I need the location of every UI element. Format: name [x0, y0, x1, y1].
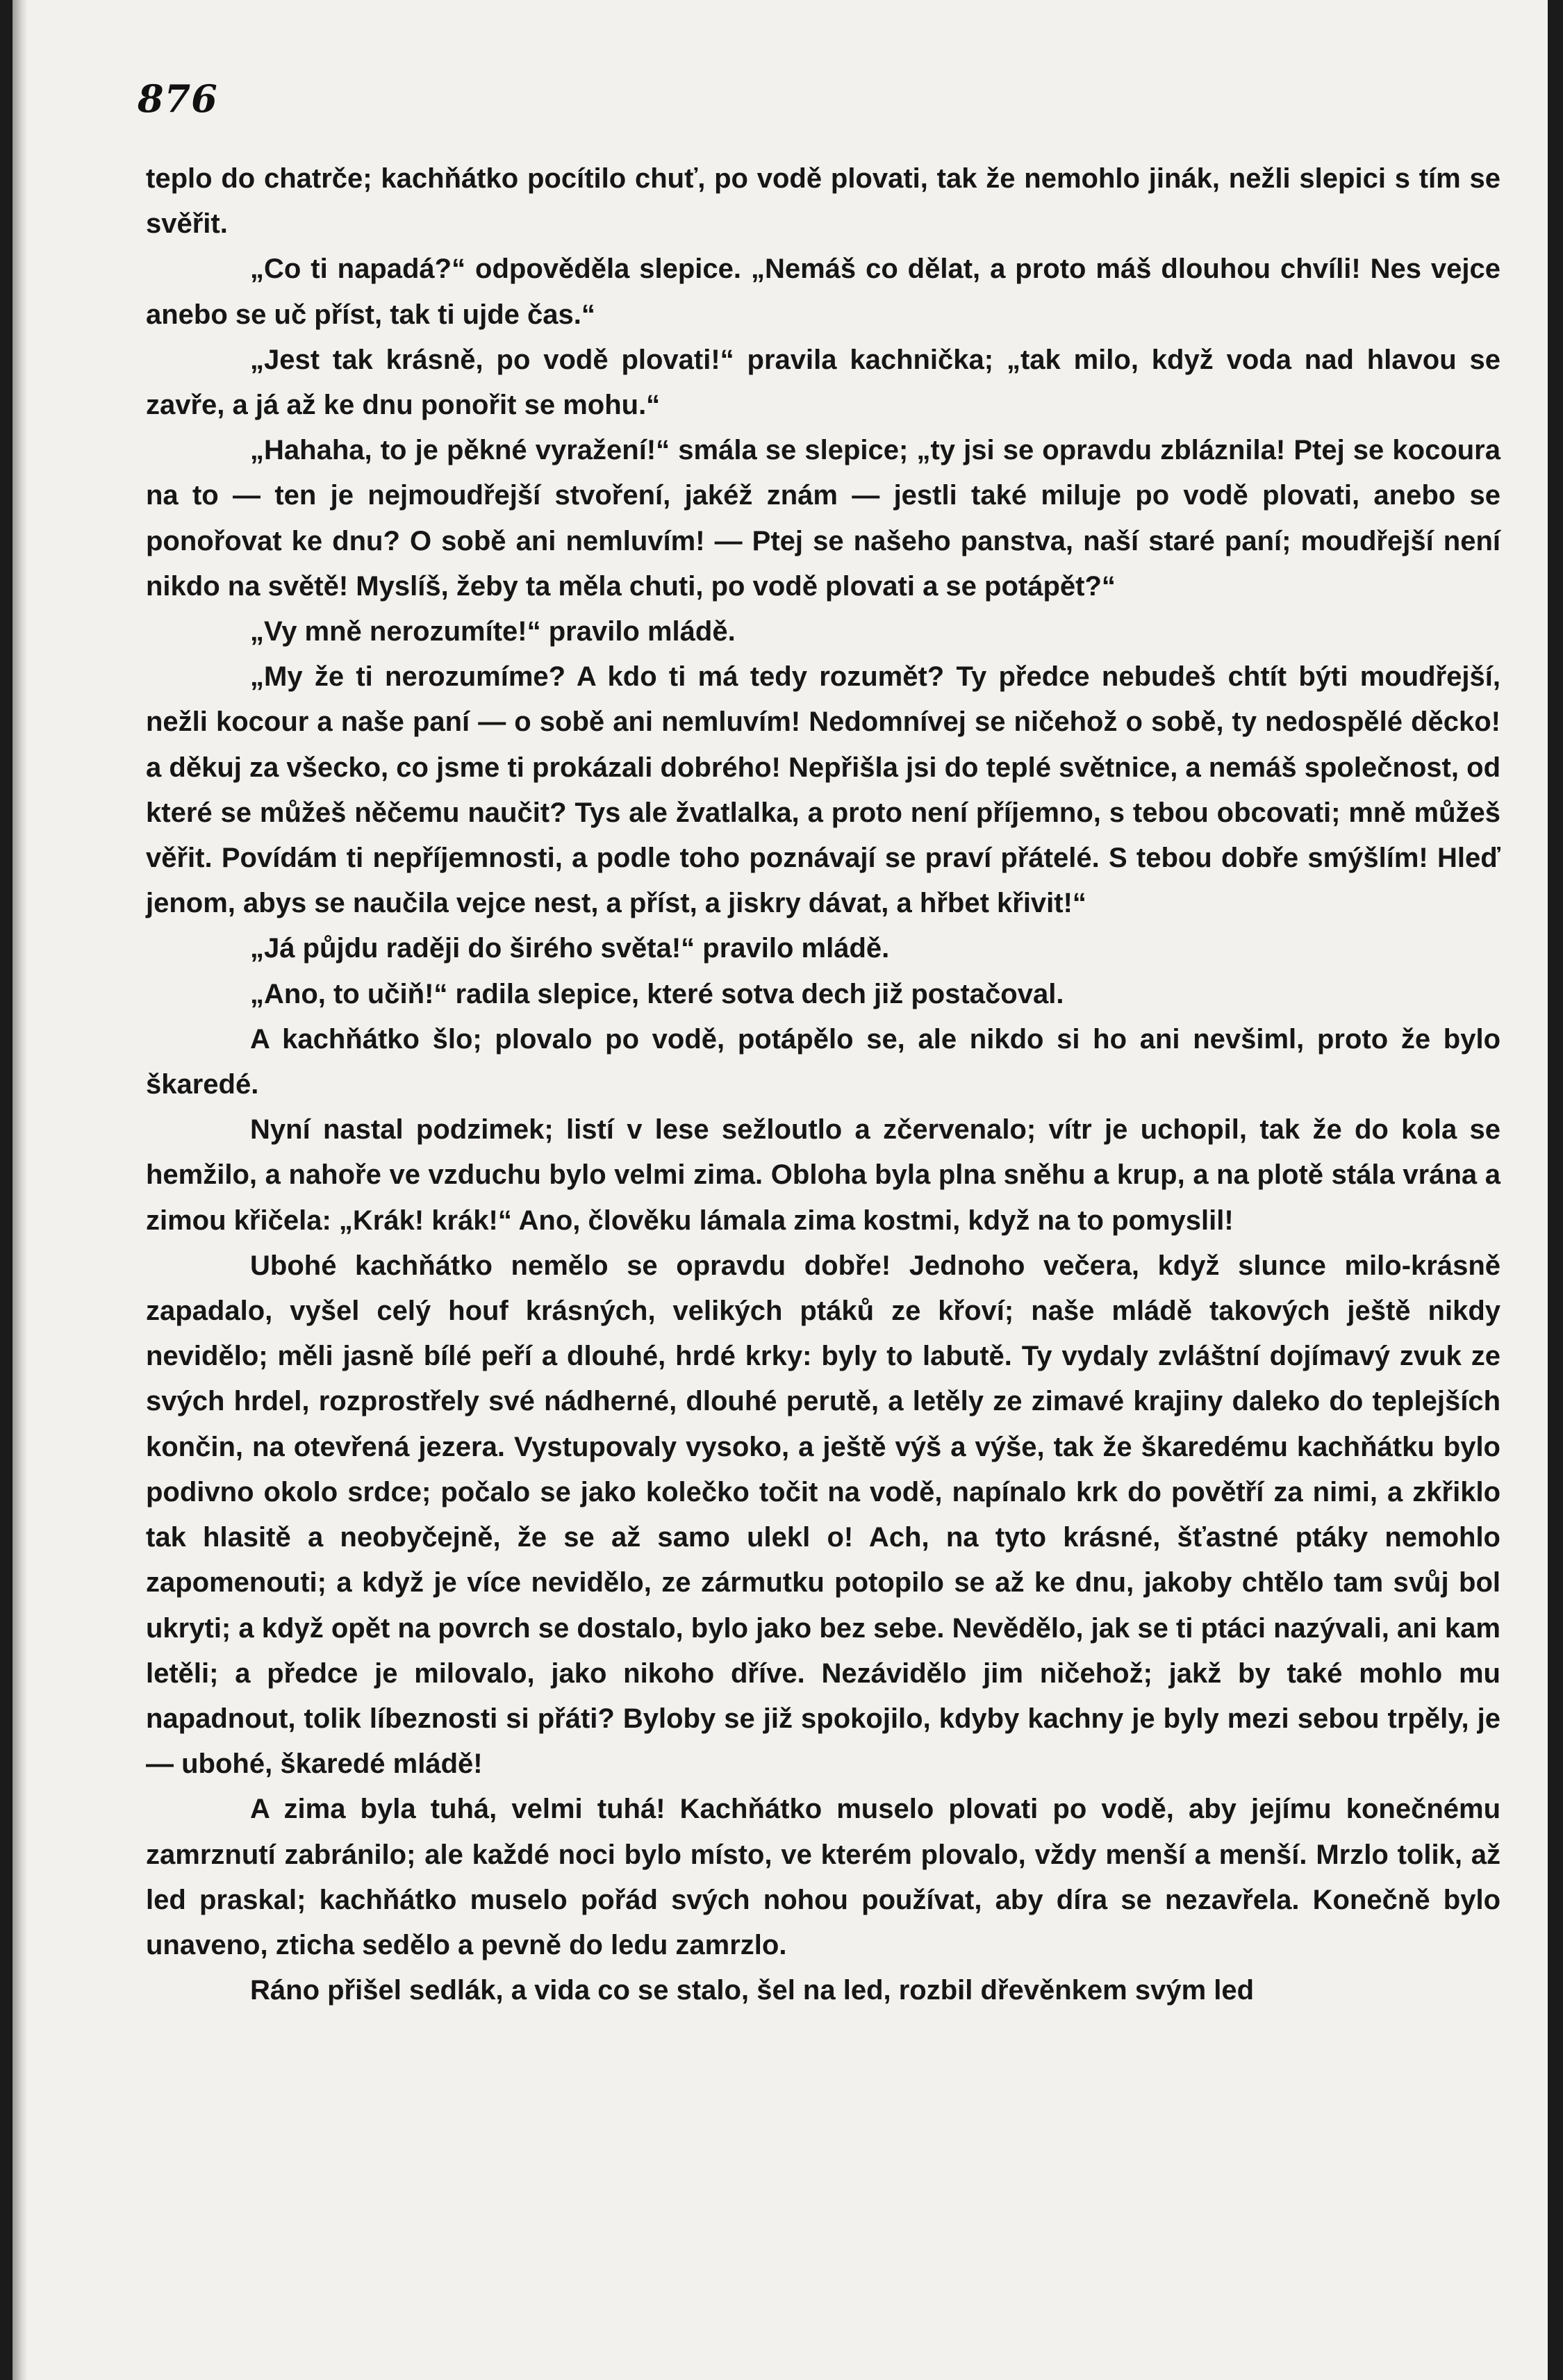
paragraph: Ráno přišel sedlák, a vida co se stalo, šel na led, rozbil dřevěnkem svým led	[250, 1975, 1255, 2006]
paragraph: „My že ti nerozumíme? A kdo ti má tedy rozumět? Ty předce nebudeš chtít býti moudřejší, nežli kocour a naše paní — o sobě ani nemluvím! Nedomnívej se ničehož o sobě, ty nedospělé děcko! a děkuj za všecko, co jsme ti prokázali dobrého! Nepřišla jsi do teplé světnice, a nemáš společnost, od které se můžeš něčemu naučit? Tys ale žvatlalka, a proto není příjemno, s tebou obcovati; mně můžeš věřit. Povídám ti nepříjemnosti, a podle toho poznávají se praví přátelé. S tebou dobře smýšlím! Hleď jenom, abys se naučila vejce nest, a příst, a jiskry dávat, a hřbet křivit!“	[146, 661, 1500, 919]
paragraph: teplo do chatrče; kachňátko pocítilo chuť, po vodě plovati, tak že nemohlo jinák, nežli slepici s tím se svěřit.	[146, 163, 1500, 240]
paragraph: „Ano, to učiň!“ radila slepice, které sotva dech již postačoval.	[250, 978, 1064, 1009]
book-page	[13, 0, 1548, 2380]
paragraph: „Hahaha, to je pěkné vyražení!“ smála se slepice; „ty jsi se opravdu zbláznila! Ptej se kocoura na to — ten je nejmoudřejší stvoření, jakéž znám — jestli také miluje po vodě plovati, anebo se ponořovat ke dnu? O sobě ani nemluvím! — Ptej se našeho panstva, naší staré paní; moudřejší není nikdo na světě! Myslíš, žeby ta měla chuti, po vodě plovati a se potápět?“	[146, 435, 1500, 602]
paragraph: Nyní nastal podzimek; listí v lese sežloutlo a zčervenalo; vítr je uchopil, tak že do kola se hemžilo, a nahoře ve vzduchu bylo velmi zima. Obloha byla plna sněhu a krup, a na plotě stála vrána a zimou křičela: „Krák! krák!“ Ano, člověku lámala zima kostmi, když na to pomyslil!	[146, 1114, 1500, 1236]
paragraph: „Co ti napadá?“ odpověděla slepice. „Nemáš co dělat, a proto máš dlouhou chvíli! Nes vejce anebo se uč příst, tak ti ujde čas.“	[146, 254, 1500, 330]
paragraph: A zima byla tuhá, velmi tuhá! Kachňátko muselo plovati po vodě, aby jejímu konečnému zamrznutí zabránilo; ale každé noci bylo místo, ve kterém plovalo, vždy menší a menší. Mrzlo tolik, až led praskal; kachňátko muselo pořád svých nohou používat, aby díra se nezavřela. Konečně bylo unaveno, zticha sedělo a pevně do ledu zamrzlo.	[146, 1794, 1500, 1960]
page-gutter-shadow	[13, 0, 28, 2380]
paragraph: A kachňátko šlo; plovalo po vodě, potápělo se, ale nikdo si ho ani nevšiml, proto že bylo škaredé.	[146, 1023, 1500, 1100]
paragraph: „Vy mně nerozumíte!“ pravilo mládě.	[250, 616, 736, 647]
body-text	[146, 156, 1500, 2013]
paragraph: „Jest tak krásně, po vodě plovati!“ pravila kachnička; „tak milo, když voda nad hlavou se zavře, a já až ke dnu ponořit se mohu.“	[146, 344, 1500, 421]
paragraph: „Já půjdu raději do širého světa!“ pravilo mládě.	[250, 933, 890, 964]
paragraph: Ubohé kachňátko nemělo se opravdu dobře! Jednoho večera, když slunce milo-krásně zapadalo, vyšel celý houf krásných, velikých ptáků ze křoví; naše mládě takových ještě nikdy nevidělo; měli jasně bílé peří a dlouhé, hrdé krky: byly to labutě. Ty vydaly zvláštní dojímavý zvuk ze svých hrdel, rozprostřely své nádherné, dlouhé perutě, a letěly ze zimavé krajiny daleko do teplejších končin, na otevřená jezera. Vystupovaly vysoko, a ještě výš a výše, tak že škaredému kachňátku bylo podivno okolo srdce; počalo se jako kolečko točit na vodě, napínalo krk do povětří za nimi, a zkřiklo tak hlasitě a neobyčejně, že se až samo ulekl o! Ach, na tyto krásné, šťastné ptáky nemohlo zapomenouti; a když je více nevidělo, ze zármutku potopilo se až ke dnu, jakoby chtělo tam svůj bol ukryti; a když opět na povrch se dostalo, bylo jako bez sebe. Nevědělo, jak se ti ptáci nazývali, ani kam letěli; a předce je milovalo, jako nikoho dříve. Nezávidělo jim ničehož; jakž by také mohlo mu napadnout, tolik líbeznosti si přáti? Byloby se již spokojilo, kdyby kachny je byly mezi sebou trpěly, je — ubohé, škaredé mládě!	[146, 1250, 1500, 1780]
page-number: 876	[138, 76, 218, 121]
